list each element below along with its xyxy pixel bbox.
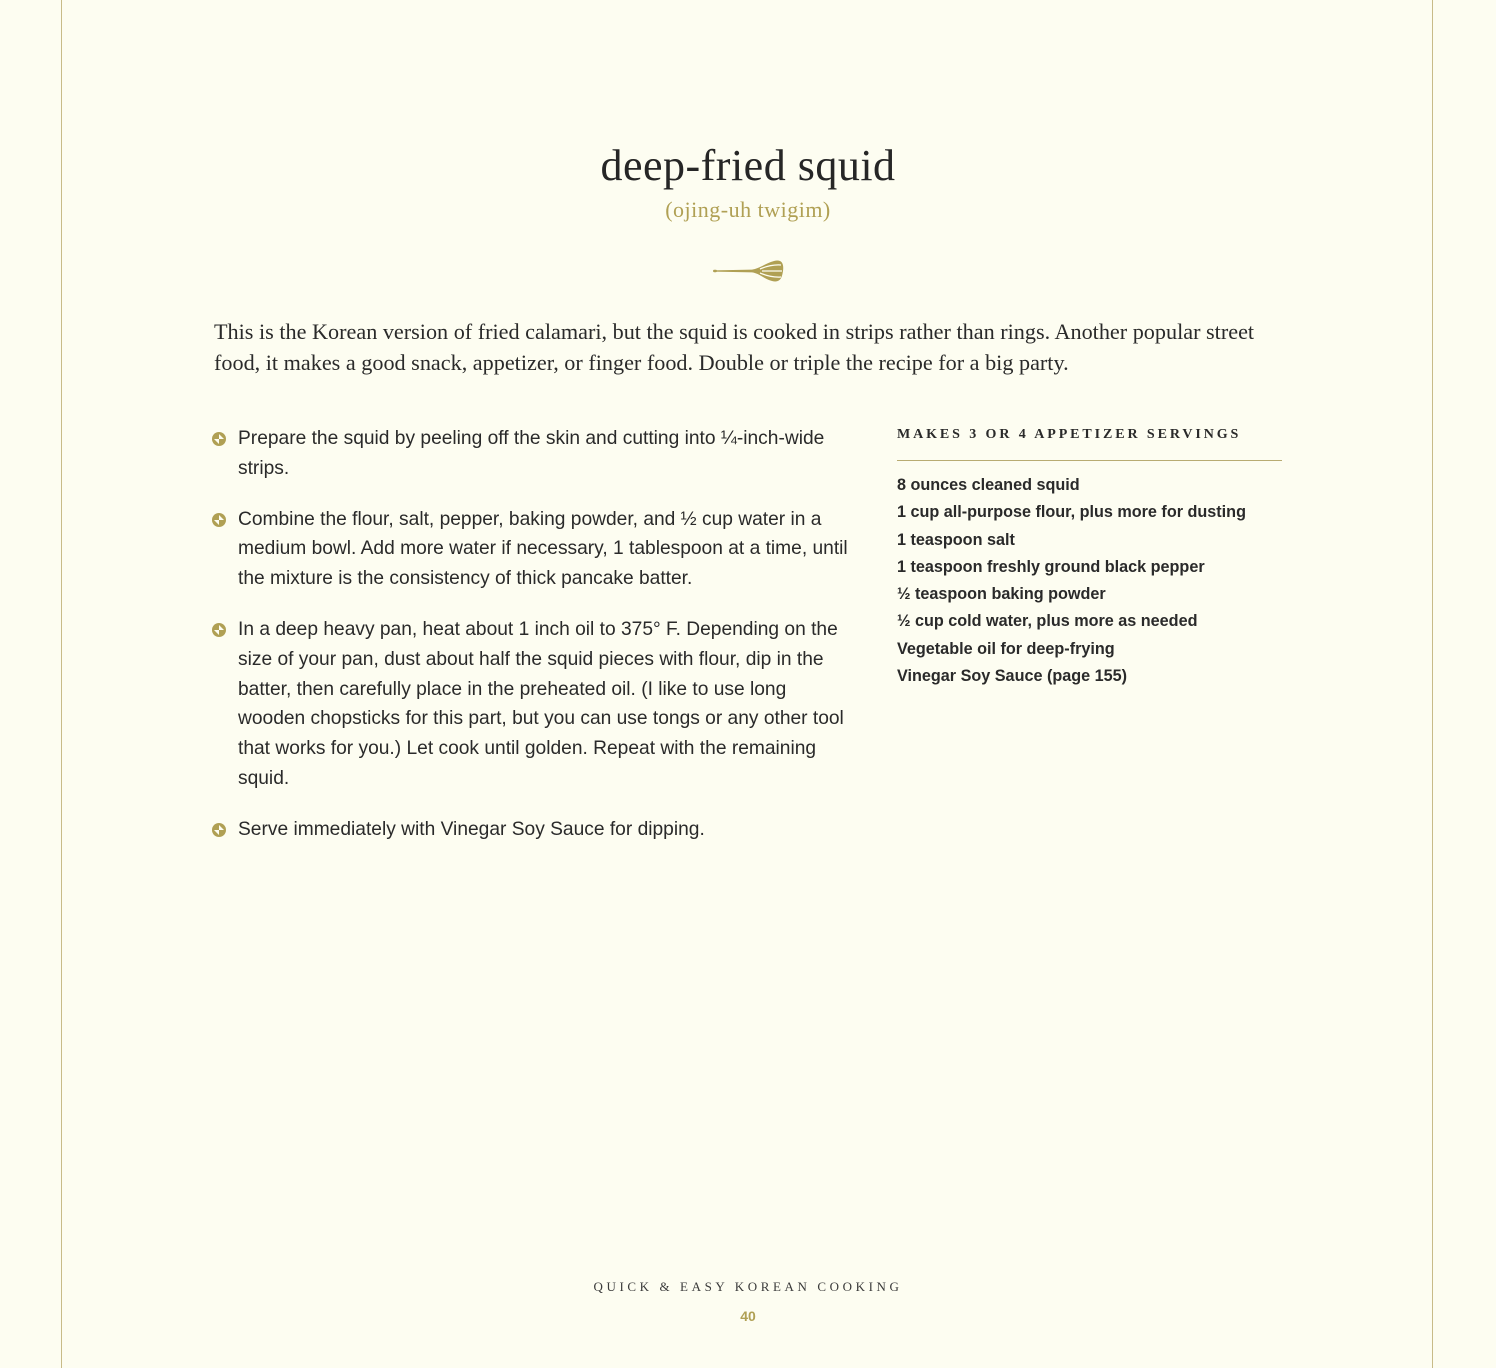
ingredient-item: ½ cup cold water, plus more as needed xyxy=(897,612,1198,631)
recipe-subtitle: (ojing-uh twigim) xyxy=(665,197,831,222)
method-step xyxy=(211,615,851,794)
ingredient-item: 1 teaspoon freshly ground black pepper xyxy=(897,557,1205,576)
ingredient-item: 1 teaspoon salt xyxy=(897,530,1015,549)
recipe-title: deep-fried squid xyxy=(600,141,896,190)
method-steps xyxy=(211,424,851,866)
bullet-icon xyxy=(211,822,227,838)
ingredient-list xyxy=(897,472,1297,690)
method-step xyxy=(211,815,851,845)
ingredient-item: 1 cup all-purpose flour, plus more for dusting xyxy=(897,503,1246,522)
yield-divider xyxy=(897,460,1282,461)
bullet-icon xyxy=(211,512,227,528)
page-number: 40 xyxy=(740,1308,756,1324)
yield-heading: MAKES 3 OR 4 APPETIZER SERVINGS xyxy=(897,427,1242,442)
step-text: Combine the flour, salt, pepper, baking powder, and ½ cup water in a medium bowl. Add more water if necessary, 1 tablespoon at a time, until the mixture is the consistency of thick pancake batter. xyxy=(238,508,848,590)
step-text: Prepare the squid by peeling off the skin and cutting into ¼-inch-wide strips. xyxy=(238,428,825,479)
recipe-intro: This is the Korean version of fried calamari, but the squid is cooked in strips rather than rings. Another popular street food, it makes a good snack, appetizer, or finger food. Double or triple the recipe for a big party. xyxy=(214,319,1255,375)
ingredient-item: 8 ounces cleaned squid xyxy=(897,476,1080,494)
step-text: Serve immediately with Vinegar Soy Sauce for dipping. xyxy=(238,818,705,840)
ingredient-item: Vinegar Soy Sauce (page 155) xyxy=(897,667,1128,686)
method-step xyxy=(211,424,851,484)
method-step xyxy=(211,505,851,594)
bullet-icon xyxy=(211,431,227,447)
ingredient-item: Vegetable oil for deep-frying xyxy=(897,639,1115,658)
ingredient-item: ½ teaspoon baking powder xyxy=(897,585,1106,604)
whisk-icon xyxy=(712,256,786,286)
bullet-icon xyxy=(211,622,227,638)
running-footer: QUICK & EASY KOREAN COOKING xyxy=(593,1279,903,1294)
step-text: In a deep heavy pan, heat about 1 inch oil to 375° F. Depending on the size of your pan, dust about half the squid pieces with flour, dip in the batter, then carefully place in the preheated oil. (I like to use long wooden chopsticks for this part, but you can use tongs or any other tool that works for you.) Let cook until golden. Repeat with the remaining squid. xyxy=(238,618,844,789)
